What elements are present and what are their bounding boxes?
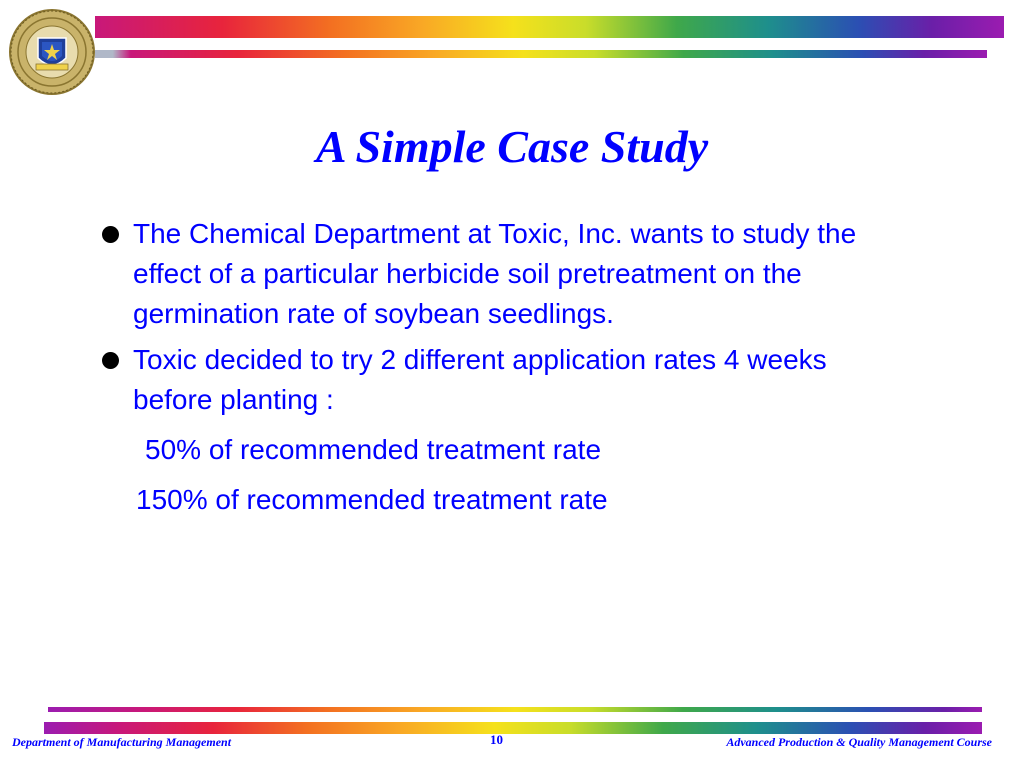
sub-line-rate-150: 150% of recommended treatment rate: [136, 484, 608, 515]
footer-course: Advanced Production & Quality Management Course: [726, 735, 992, 749]
footer-department: Department of Manufacturing Management: [12, 735, 232, 749]
header-rainbow-bar: [95, 16, 1004, 38]
bullet-text: The Chemical Department at Toxic, Inc. wants to study the effect of a particular herbicide soil pretreatment on the germination rate of soybean seedlings.: [133, 218, 857, 329]
bullet-text: Toxic decided to try 2 different application rates 4 weeks before planting :: [133, 344, 827, 415]
filled-circle-bullet-icon: [102, 352, 119, 369]
sub-line-rate-50: 50% of recommended treatment rate: [145, 434, 602, 465]
filled-circle-bullet-icon: [102, 226, 119, 243]
header-rainbow-underline: [95, 50, 987, 58]
page-number: 10: [490, 732, 503, 747]
bullet-item-1: [100, 214, 900, 334]
footer-rainbow-line: [48, 707, 982, 712]
footer-rainbow-bar: [44, 722, 982, 734]
slide-title: A Simple Case Study: [315, 121, 709, 172]
bullet-item-2: [100, 340, 900, 420]
department-seal-icon: [8, 8, 96, 96]
slide-body: [100, 214, 900, 520]
